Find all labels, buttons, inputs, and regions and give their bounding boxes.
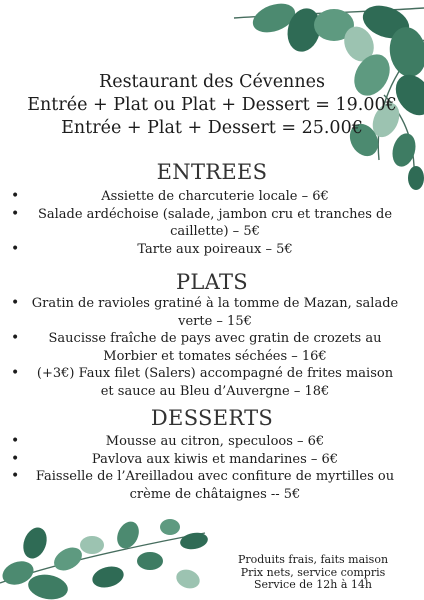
formula-two-courses: Entrée + Plat ou Plat + Dessert = 19.00€ (27, 95, 397, 115)
bullet-symbol: • (11, 295, 20, 311)
bullet-symbol: • (11, 330, 20, 346)
restaurant-name: Restaurant des Cévennes (99, 72, 325, 92)
list-item (0, 241, 424, 259)
bullet-symbol: • (11, 365, 20, 381)
dish-text: (+3€) Faux filet (Salers) accompagné de frites maison et sauce au Bleu d’Auvergne – 18€ (36, 366, 394, 399)
section-title-plats: PLATS (176, 270, 248, 294)
list-item (0, 468, 424, 503)
section-title-desserts: DESSERTS (150, 406, 274, 430)
menu-header (0, 71, 424, 140)
dish-text: Faisselle de l’Areilladou avec confiture de myrtilles ou crème de châtaignes -- 5€ (35, 469, 395, 502)
dish-text: Saucisse fraîche de pays avec gratin de crozets au Morbier et tomates séchées – 16€ (48, 331, 382, 364)
list-item (0, 365, 424, 400)
list-item (0, 295, 424, 330)
bullet-symbol: • (11, 468, 20, 484)
bullet-symbol: • (11, 433, 20, 449)
bullet-symbol: • (11, 188, 20, 204)
list-item (0, 330, 424, 365)
list-item (0, 451, 424, 469)
list-item (0, 188, 424, 206)
eucalyptus-foliage-bottom-illustration (0, 505, 215, 600)
desserts-list (0, 433, 424, 503)
footer-line-fresh: Produits frais, faits maison (237, 553, 389, 566)
section-title-entrees: ENTREES (156, 160, 268, 184)
bullet-symbol: • (11, 240, 20, 257)
menu-footer (228, 554, 398, 592)
plats-list (0, 295, 424, 400)
dish-text: Tarte aux poireaux – 5€ (137, 241, 293, 257)
dish-text: Salade ardéchoise (salade, jambon cru et tranches de caillette) – 5€ (37, 206, 393, 239)
formula-three-courses: Entrée + Plat + Dessert = 25.00€ (61, 118, 363, 138)
list-item (0, 206, 424, 241)
dish-text: Pavlova aux kiwis et mandarines – 6€ (91, 451, 339, 467)
entrees-list (0, 188, 424, 258)
bullet-symbol: • (11, 205, 20, 222)
bullet-symbol: • (11, 450, 20, 467)
dish-text: Gratin de ravioles gratiné à la tomme de Mazan, salade verte – 15€ (31, 296, 399, 329)
footer-line-hours: Service de 12h à 14h (254, 578, 372, 591)
dish-text: Assiette de charcuterie locale – 6€ (101, 189, 329, 204)
footer-line-prices: Prix nets, service compris (240, 565, 386, 579)
list-item (0, 433, 424, 451)
dish-text: Mousse au citron, speculoos – 6€ (105, 434, 325, 449)
foliage-bottom-leaves (0, 518, 209, 600)
